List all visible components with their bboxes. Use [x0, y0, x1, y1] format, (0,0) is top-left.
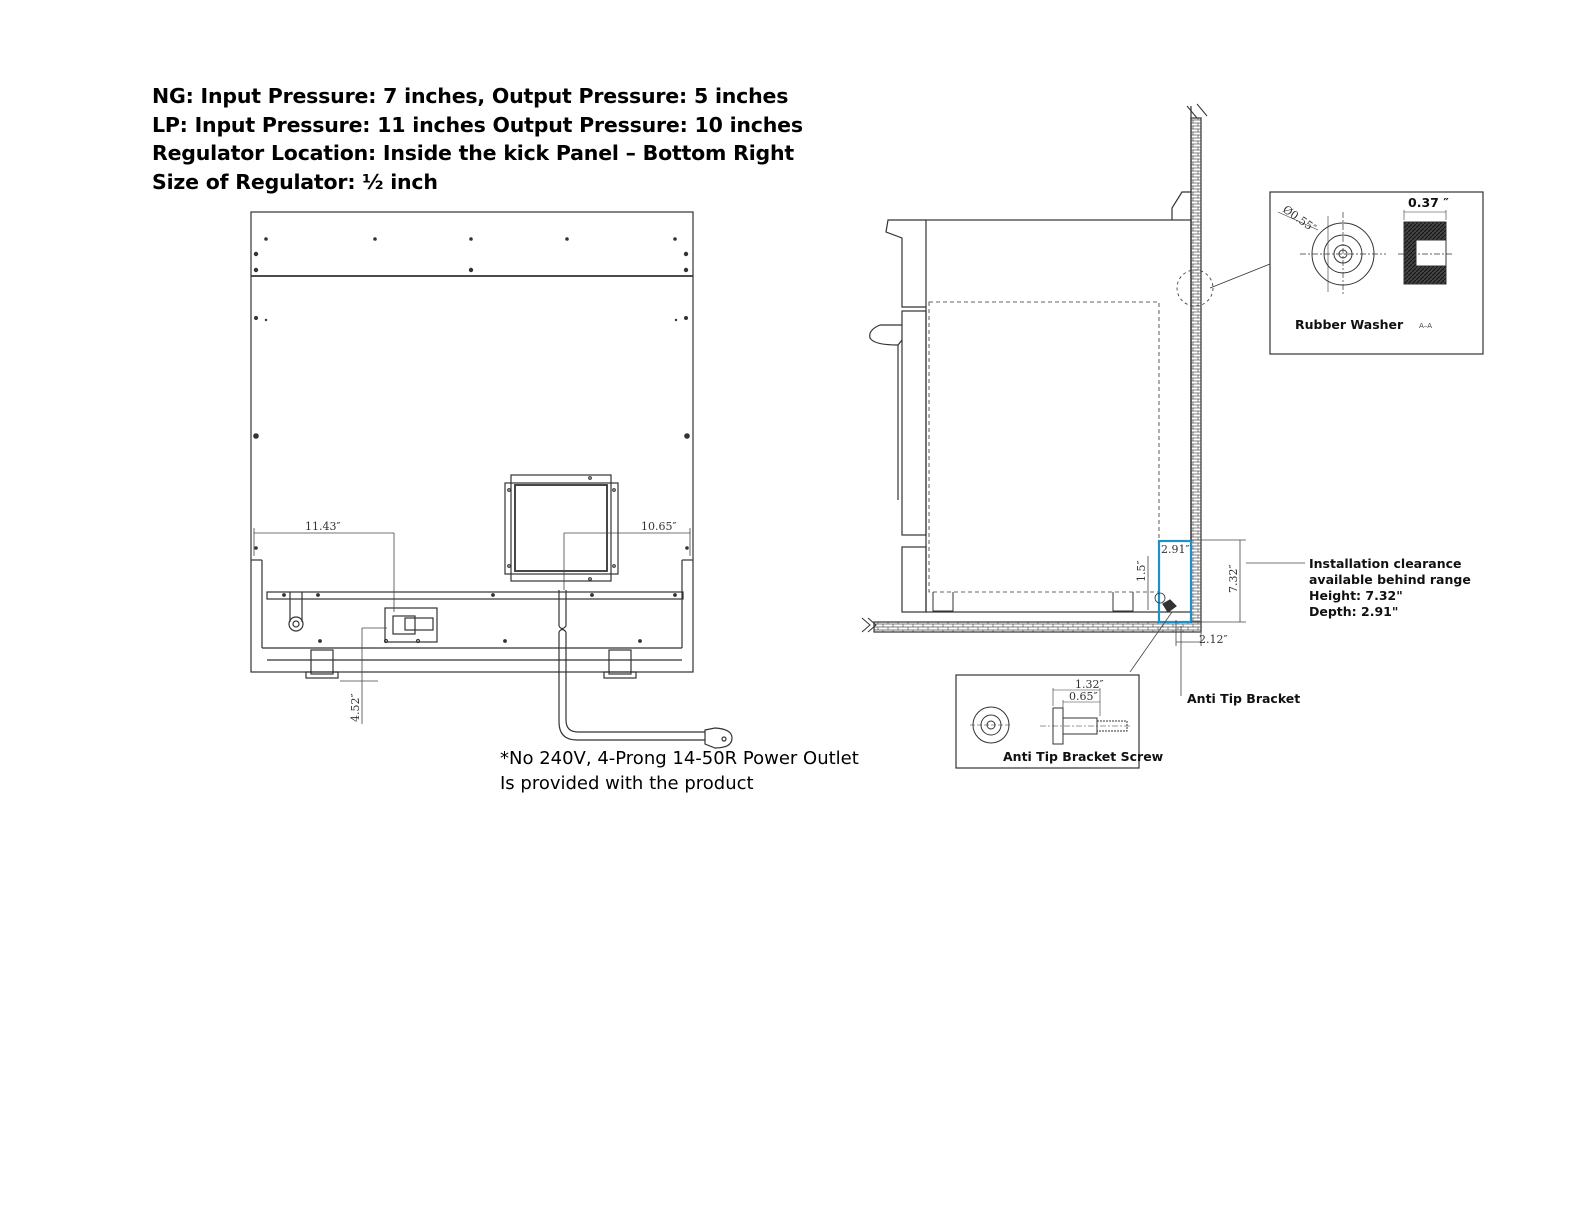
power-cord: [559, 590, 732, 748]
clearance-line-4: Depth: 2.91": [1309, 604, 1399, 619]
power-outlet-note: [500, 746, 859, 796]
spec-regulator-size: Size of Regulator: ½ inch: [152, 169, 438, 194]
side-dimensions: [1130, 540, 1305, 696]
dim-left-text: 11.43″: [305, 520, 341, 533]
rear-panel-outline: [251, 212, 693, 672]
rear-dimensions: [254, 528, 690, 724]
dim-depth-box-text: 2.91″: [1161, 543, 1190, 556]
anti-tip-bracket: [1163, 600, 1176, 612]
clearance-callout: [1309, 556, 1471, 619]
spec-ng-pressure: NG: Input Pressure: 7 inches, Output Pressure: 5 inches: [152, 84, 789, 108]
section-label: A–A: [1419, 322, 1433, 330]
screw-short-dim-text: 0.65″: [1069, 690, 1098, 703]
power-outlet-note-line-2: Is provided with the product: [500, 773, 754, 794]
outlet-box: [505, 475, 618, 581]
spec-lp-pressure: LP: Input Pressure: 11 inches Output Pressure: 10 inches: [152, 112, 803, 137]
anti-tip-bracket-label: Anti Tip Bracket: [1187, 691, 1301, 706]
dim-height-small-text: 1.5″: [1135, 560, 1148, 582]
floor: [874, 622, 1201, 632]
washer-diameter-text: Ø0.55″: [1280, 202, 1319, 236]
wall: [1191, 118, 1201, 630]
dim-floor-text: 2.12″: [1199, 633, 1228, 646]
kick-panel: [251, 560, 693, 678]
rear-view: [251, 212, 732, 748]
washer-thickness-text: 0.37 ″: [1408, 195, 1449, 210]
clearance-line-3: Height: 7.32": [1309, 588, 1403, 603]
screw-long-dim-text: 1.32″: [1075, 678, 1104, 691]
dim-bottom-text: 4.52″: [349, 693, 362, 722]
power-outlet-note-line-1: *No 240V, 4-Prong 14-50R Power Outlet: [500, 748, 859, 769]
spec-regulator-location: Regulator Location: Inside the kick Panel – Bottom Right: [152, 141, 795, 165]
clearance-line-1: Installation clearance: [1309, 556, 1462, 571]
washer-label: Rubber Washer: [1295, 317, 1404, 332]
clearance-line-2: available behind range: [1309, 572, 1471, 587]
panel-screws: [253, 237, 690, 550]
dim-right-text: 10.65″: [641, 520, 677, 533]
range-body: [870, 192, 1191, 612]
side-view: [862, 104, 1305, 696]
dim-height-text: 7.32″: [1227, 564, 1240, 593]
screw-label: Anti Tip Bracket Screw: [1003, 749, 1164, 764]
